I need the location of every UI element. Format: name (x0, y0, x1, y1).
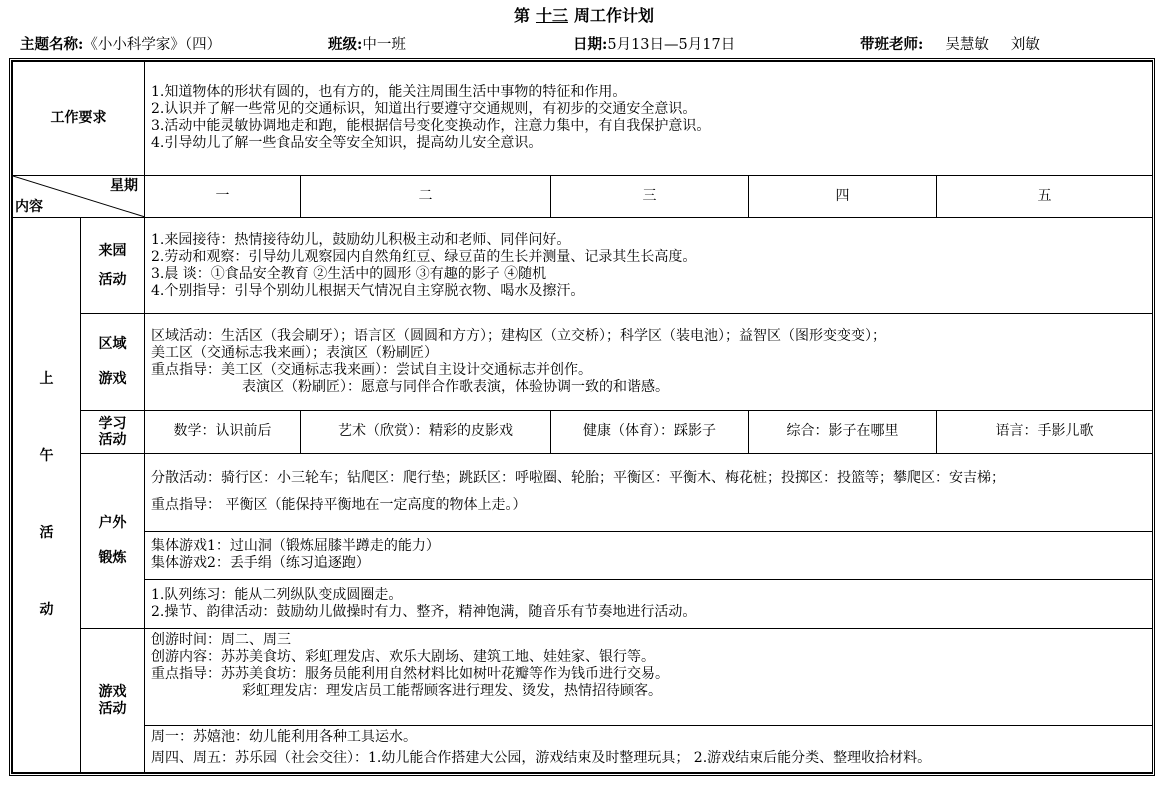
study-fri: 语言：手影儿歌 (937, 410, 1153, 453)
plan-table (12, 61, 1153, 773)
teacher-field: 带班老师: 吴慧敏 刘敏 (860, 36, 1040, 53)
play-main: 创游时间：周二、周三 创游内容：苏苏美食坊、彩虹理发店、欢乐大剧场、建筑工地、娃娃家、银行等。 重点指导：苏苏美食坊：服务员能利用自然材料比如树叶花瓣等作为钱币进行交易。 彩虹理发店：理发店员工能帮顾客进行理发、烫发，热情招待顾客。 (145, 631, 1152, 726)
study-tue: 艺术（欣赏）：精彩的皮影戏 (301, 410, 551, 453)
study-label: 学习 活动 (81, 410, 145, 453)
play-row (13, 629, 1153, 773)
page-title (0, 3, 1168, 26)
play-extra: 周一：苏嬉池：幼儿能利用各种工具运水。 周四、周五：苏乐园（社会交往）：1.幼儿能合作搭建大公园，游戏结束及时整理玩具； 2.游戏结束后能分类、整理收拾材料。 (151, 729, 932, 767)
outdoor-row-3 (13, 580, 1153, 629)
outdoor-drill: 1.队列练习：能从二列纵队变成圆圈走。 2.操节、韵律活动：鼓励幼儿做操时有力、整齐，精神饱满，随音乐有节奏地进行活动。 (145, 580, 1153, 629)
arrival-row (13, 217, 1153, 313)
day-header-thu: 四 (749, 175, 937, 217)
outdoor-label: 户外 锻炼 (81, 453, 145, 628)
study-row (13, 410, 1153, 453)
day-header-fri: 五 (937, 175, 1153, 217)
play-content (145, 629, 1153, 773)
title-suffix: 周工作计划 (574, 6, 655, 25)
arrival-content: 1.来园接待：热情接待幼儿，鼓励幼儿积极主动和老师、同伴问好。 2.劳动和观察：引导幼儿观察园内自然角红豆、绿豆苗的生长并测量、记录其生长高度。 3.晨 谈：①食品安全教育 ②生活中的圆形 ③有趣的影子 ④随机 4.个别指导：引导个别幼儿根据天气情况自主穿脱衣物、喝水及擦汗。 (145, 217, 1153, 313)
title-week: 十三 (535, 6, 568, 25)
day-header-tue: 二 (301, 175, 551, 217)
requirements-content: 1.知道物体的形状有圆的，也有方的，能关注周围生活中事物的特征和作用。 2.认识并了解一些常见的交通标识，知道出行要遵守交通规则，有初步的交通安全意识。 3.活动中能灵敏协调地走和跑，能根据信号变化变换动作，注意力集中，有自我保护意识。 4.引导幼儿了解一些食品安全等安全知识，提高幼儿安全意识。 (145, 62, 1153, 176)
title-prefix: 第 (513, 6, 530, 25)
header-corner (13, 175, 145, 217)
day-header-mon: 一 (145, 175, 301, 217)
play-label: 游戏 活动 (81, 629, 145, 773)
header-row (13, 175, 1153, 217)
arrival-label: 来园 活动 (81, 217, 145, 313)
outdoor-games: 集体游戏1：过山洞（锻炼屈膝半蹲走的能力） 集体游戏2：丢手绢（练习追逐跑） (145, 531, 1153, 579)
area-label: 区域 游戏 (81, 314, 145, 410)
week-label: 星期 (110, 177, 138, 194)
study-mon: 数学：认识前后 (145, 410, 301, 453)
area-row (13, 314, 1153, 410)
area-content: 区域活动：生活区（我会刷牙）；语言区（圆圆和方方）；建构区（立交桥）；科学区（装电池）；益智区（图形变变变）； 美工区（交通标志我来画）；表演区（粉刷匠） 重点指导：美工区（交通标志我来画）：尝试自主设计交通标志并创作。 表演区（粉刷匠）：愿意与同伴合作歌表演，体验协调一致的和谐感。 (145, 314, 1153, 410)
outdoor-row-1 (13, 453, 1153, 531)
requirements-label: 工作要求 (13, 62, 145, 176)
content-label: 内容 (15, 198, 43, 215)
requirements-row (13, 62, 1153, 176)
date-field: 日期:5月13日—5月17日 (573, 36, 736, 53)
outdoor-row-2 (13, 531, 1153, 579)
class-field: 班级:中一班 (328, 36, 406, 53)
day-header-wed: 三 (551, 175, 749, 217)
morning-label: 上 午 活 动 (13, 217, 81, 772)
theme-field: 主题名称:《小小科学家》（四） (20, 36, 222, 53)
study-wed: 健康（体育）：踩影子 (551, 410, 749, 453)
outdoor-scatter: 分散活动：骑行区：小三轮车；钻爬区：爬行垫；跳跃区：呼啦圈、轮胎；平衡区：平衡木、梅花桩；投掷区：投篮等；攀爬区：安吉梯； 重点指导： 平衡区（能保持平衡地在一定高度的物体上走。） (145, 453, 1153, 531)
study-thu: 综合：影子在哪里 (749, 410, 937, 453)
